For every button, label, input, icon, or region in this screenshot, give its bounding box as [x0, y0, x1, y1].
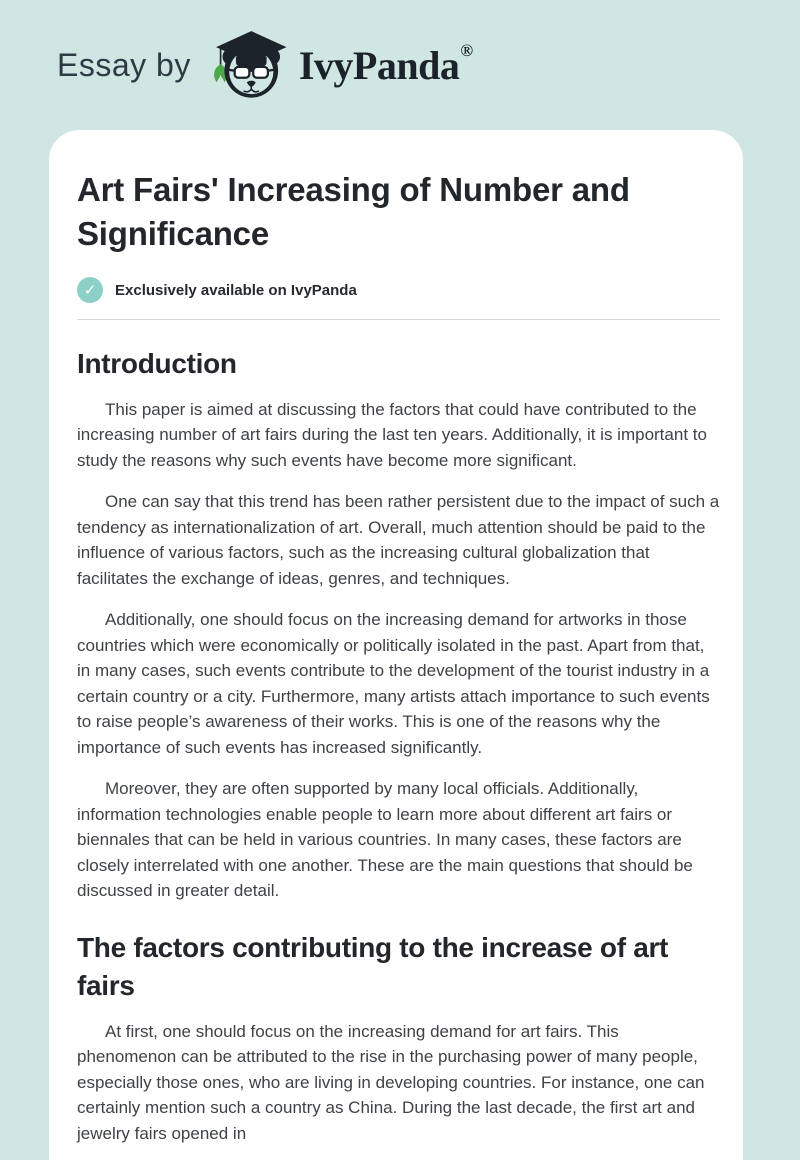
- exclusivity-badge: [77, 277, 720, 303]
- header: [0, 0, 800, 130]
- paragraph: At first, one should focus on the increasing demand for art fairs. This phenomenon can be attributed to the rise in the purchasing power of many people, especially those ones, who are living in developing countries. For instance, one can certainly mention such a country as China. During the last decade, the first art and jewelry fairs opened in: [77, 1021, 705, 1143]
- badge-label: Exclusively available on IvyPanda: [115, 281, 357, 299]
- section-heading-factors: The factors contributing to the increase of art fairs: [77, 931, 669, 1002]
- paragraph: One can say that this trend has been rather persistent due to the impact of such a tendency as internationalization of art. Overall, much attention should be paid to the influence of various factors, such as the increasing cultural globalization that facilitates the exchange of ideas, genres, and techniques.: [77, 492, 720, 588]
- divider: [77, 319, 720, 320]
- ivypanda-logo-link[interactable]: [211, 28, 472, 102]
- check-icon: ✓: [77, 277, 103, 303]
- paragraph: Moreover, they are often supported by many local officials. Additionally, information technologies enable people to learn more about different art fairs or biennales that can be held in various countries. In many cases, these factors are closely interrelated with one another. These are the main questions that should be discussed in greater detail.: [77, 779, 693, 901]
- registered-mark: ®: [460, 41, 474, 60]
- brand-name: IvyPanda: [298, 42, 460, 88]
- essay-card: [49, 130, 743, 1160]
- essay-by-label: Essay by: [57, 46, 191, 83]
- panda-logo-icon: [211, 28, 289, 102]
- paragraph: This paper is aimed at discussing the factors that could have contributed to the increasing number of art fairs during the last ten years. Additionally, it is important to study the reasons why such events have become more significant.: [77, 399, 707, 470]
- paragraph: Additionally, one should focus on the increasing demand for artworks in those countries which were economically or politically isolated in the past. Apart from that, in many cases, such events contribute to the development of the tourist industry in a certain country or a city. Furthermore, many artists attach importance to such events to raise people’s awareness of their works. This is one of the reasons why the importance of such events has increased significantly.: [77, 610, 710, 757]
- page-title: Art Fairs' Increasing of Number and Significance: [77, 171, 630, 252]
- section-heading-introduction: Introduction: [77, 348, 237, 380]
